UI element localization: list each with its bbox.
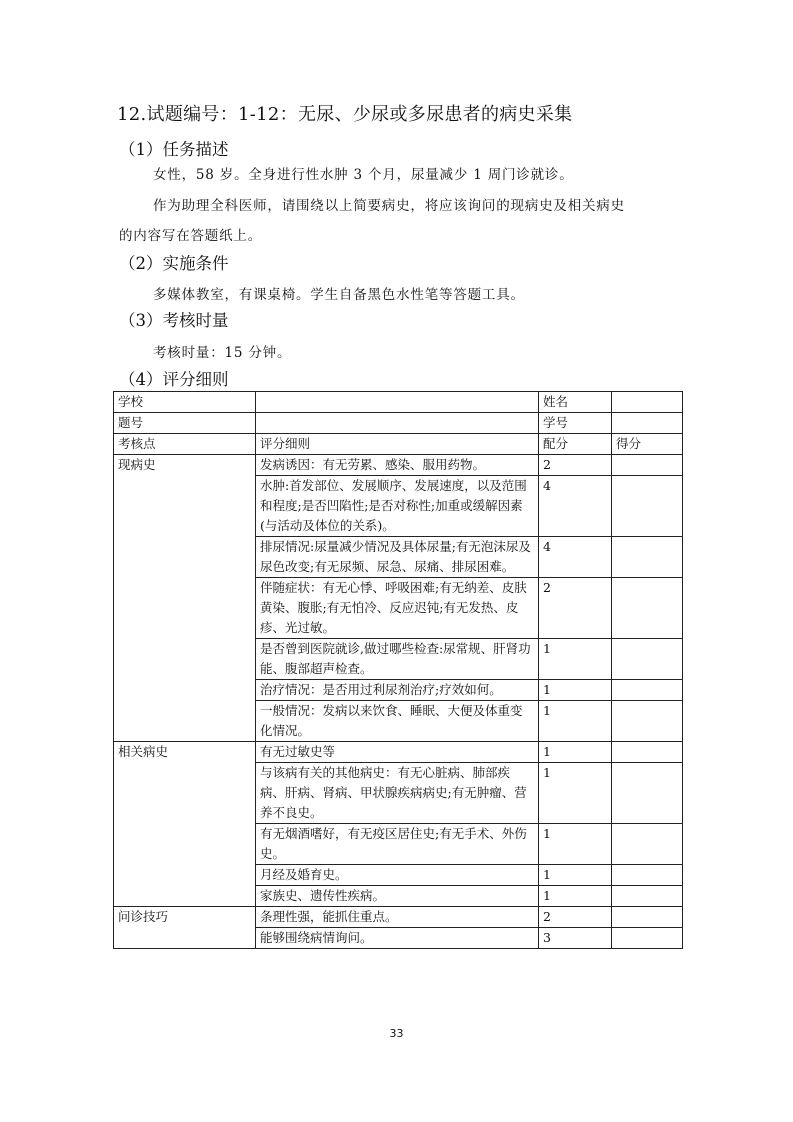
header-assessment-point: 考核点: [114, 434, 256, 455]
criteria-cell: 排尿情况:尿量减少情况及具体尿量;有无泡沫尿及尿色改变;有无尿频、尿急、尿痛、排尿困难。: [256, 537, 539, 578]
category-cell: 相关病史: [114, 742, 256, 907]
school-value: [256, 392, 539, 413]
duration-text: 考核时量：15 分钟。: [153, 345, 292, 361]
score-cell: [612, 742, 683, 763]
question-no-value: [256, 413, 539, 434]
header-criteria: 评分细则: [256, 434, 539, 455]
section-heading-duration: （3）考核时量: [119, 311, 229, 330]
question-no-label: 题号: [114, 413, 256, 434]
score-cell: [612, 455, 683, 476]
score-cell: [612, 907, 683, 928]
criteria-cell: 有无烟酒嗜好，有无疫区居住史;有无手术、外伤史。: [256, 824, 539, 865]
table-row: [114, 455, 683, 476]
points-cell: 2: [539, 907, 612, 928]
school-label: 学校: [114, 392, 256, 413]
score-cell: [612, 537, 683, 578]
points-cell: 1: [539, 680, 612, 701]
section-heading-task: （1）任务描述: [119, 140, 229, 159]
task-description-line-2: 作为助理全科医师，请围绕以上简要病史，将应该询问的现病史及相关病史: [153, 198, 625, 214]
points-cell: 1: [539, 701, 612, 742]
score-cell: [612, 578, 683, 639]
score-cell: [612, 886, 683, 907]
table-row-question: [114, 413, 683, 434]
score-cell: [612, 639, 683, 680]
category-cell: 问诊技巧: [114, 907, 256, 949]
header-score: 得分: [612, 434, 683, 455]
points-cell: 1: [539, 824, 612, 865]
conditions-text: 多媒体教室，有课桌椅。学生自备黑色水性笔等答题工具。: [153, 287, 525, 303]
score-cell: [612, 865, 683, 886]
points-cell: 1: [539, 886, 612, 907]
section-heading-rubric: （4）评分细则: [119, 370, 229, 389]
table-row: [114, 907, 683, 928]
criteria-cell: 条理性强，能抓住重点。: [256, 907, 539, 928]
criteria-cell: 家族史、遗传性疾病。: [256, 886, 539, 907]
page-number: 33: [389, 1027, 404, 1040]
points-cell: 4: [539, 537, 612, 578]
criteria-cell: 发病诱因：有无劳累、感染、服用药物。: [256, 455, 539, 476]
points-cell: 1: [539, 865, 612, 886]
points-cell: 3: [539, 928, 612, 949]
criteria-cell: 伴随症状：有无心悸、呼吸困难;有无纳差、皮肤黄染、腹胀;有无怕冷、反应迟钝;有无发热、皮疹、光过敏。: [256, 578, 539, 639]
criteria-cell: 有无过敏史等: [256, 742, 539, 763]
points-cell: 2: [539, 455, 612, 476]
criteria-cell: 与该病有关的其他病史：有无心脏病、肺部疾病、肝病、肾病、甲状腺疾病病史;有无肿瘤、营养不良史。: [256, 763, 539, 824]
page-title: 12.试题编号：1-12：无尿、少尿或多尿患者的病史采集: [117, 104, 573, 125]
points-cell: 1: [539, 763, 612, 824]
table-row: [114, 742, 683, 763]
name-value: [612, 392, 683, 413]
rubric-table: [113, 391, 683, 949]
score-cell: [612, 476, 683, 537]
section-heading-conditions: （2）实施条件: [119, 254, 229, 273]
score-cell: [612, 928, 683, 949]
criteria-cell: 月经及婚育史。: [256, 865, 539, 886]
table-row-school: [114, 392, 683, 413]
points-cell: 2: [539, 578, 612, 639]
student-id-value: [612, 413, 683, 434]
points-cell: 4: [539, 476, 612, 537]
score-cell: [612, 824, 683, 865]
criteria-cell: 能够围绕病情询问。: [256, 928, 539, 949]
category-cell: 现病史: [114, 455, 256, 742]
criteria-cell: 水肿:首发部位、发展顺序、发展速度，以及范围和程度;是否凹陷性;是否对称性;加重或缓解因素(与活动及体位的关系)。: [256, 476, 539, 537]
task-description-line-3: 的内容写在答题纸上。: [119, 228, 262, 244]
score-cell: [612, 680, 683, 701]
score-cell: [612, 763, 683, 824]
name-label: 姓名: [539, 392, 612, 413]
table-header-row: [114, 434, 683, 455]
points-cell: 1: [539, 639, 612, 680]
score-cell: [612, 701, 683, 742]
header-points: 配分: [539, 434, 612, 455]
criteria-cell: 一般情况：发病以来饮食、睡眠、大便及体重变化情况。: [256, 701, 539, 742]
points-cell: 1: [539, 742, 612, 763]
criteria-cell: 是否曾到医院就诊,做过哪些检查:尿常规、肝肾功能、腹部超声检查。: [256, 639, 539, 680]
student-id-label: 学号: [539, 413, 612, 434]
task-description-line-1: 女性，58 岁。全身进行性水肿 3 个月，尿量减少 1 周门诊就诊。: [153, 167, 574, 183]
criteria-cell: 治疗情况：是否用过利尿剂治疗;疗效如何。: [256, 680, 539, 701]
